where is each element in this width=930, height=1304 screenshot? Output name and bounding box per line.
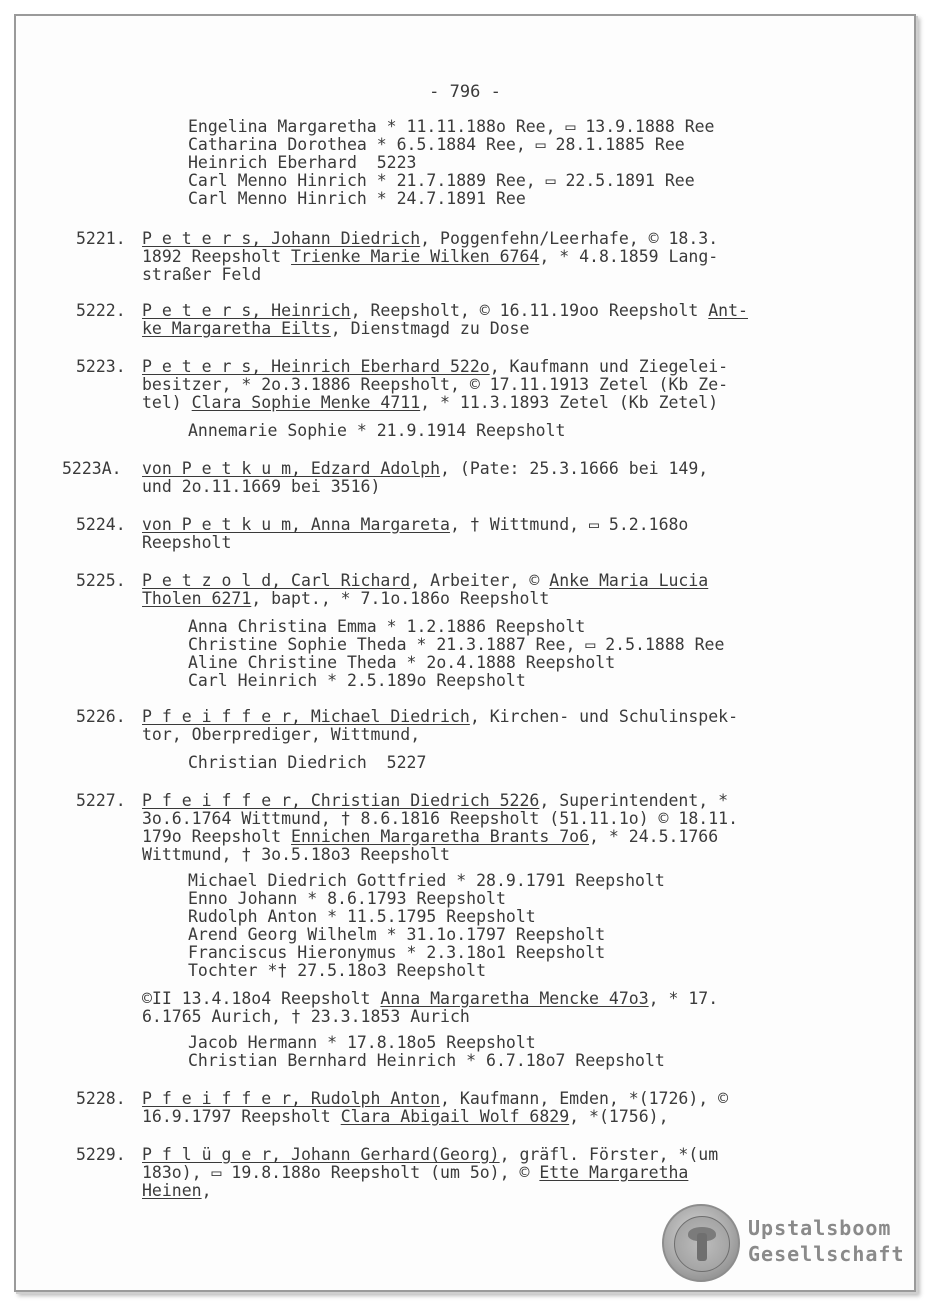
spouse-name: Anna Margaretha Mencke 47o3: [380, 989, 649, 1008]
entry-line: 179o Reepsholt Ennichen Margaretha Brants 7o6, * 24.5.1766: [142, 827, 719, 846]
list-item: Tochter *† 27.5.18o3 Reepsholt: [188, 961, 487, 980]
entry-line: straßer Feld: [142, 265, 262, 284]
entry-line: P f l ü g e r, Johann Gerhard(Georg), gräfl. Förster, *(um: [142, 1145, 719, 1164]
entry-line: P e t z o l d, Carl Richard, Arbeiter, © Anke Maria Lucia: [142, 571, 709, 590]
entry-line: besitzer, * 2o.3.1886 Reepsholt, © 17.11.1913 Zetel (Kb Ze-: [142, 375, 729, 394]
entry-line: P e t e r s, Johann Diedrich, Poggenfehn/Leerhafe, © 18.3.: [142, 229, 719, 248]
list-item: Carl Menno Hinrich * 24.7.1891 Ree: [188, 189, 526, 208]
list-item: Arend Georg Wilhelm * 31.1o.1797 Reepsholt: [188, 925, 606, 944]
brand-name-line1: Upstalsboom: [748, 1216, 892, 1240]
list-item: Catharina Dorothea * 6.5.1884 Ree, ▭ 28.1.1885 Ree: [188, 135, 685, 154]
entry-line: Wittmund, † 3o.5.18o3 Reepsholt: [142, 845, 450, 864]
entry-number: 5223.: [76, 357, 126, 376]
list-item: Aline Christine Theda * 2o.4.1888 Reepsholt: [188, 653, 616, 672]
entry-number: 5223A.: [62, 459, 122, 478]
entry-line: ke Margaretha Eilts, Dienstmagd zu Dose: [142, 319, 530, 338]
entry-line: P f e i f f e r, Michael Diedrich, Kirchen- und Schulinspek-: [142, 707, 739, 726]
list-item: Michael Diedrich Gottfried * 28.9.1791 Reepsholt: [188, 871, 665, 890]
list-item: Franciscus Hieronymus * 2.3.18o1 Reepsholt: [188, 943, 606, 962]
person-name: P f e i f f e r, Michael Diedrich: [142, 707, 470, 726]
entry-line: von P e t k u m, Anna Margareta, † Wittmund, ▭ 5.2.168o: [142, 515, 689, 534]
document-page: [14, 14, 916, 1292]
society-seal-logo: [662, 1204, 740, 1282]
list-item: Carl Menno Hinrich * 21.7.1889 Ree, ▭ 22.5.1891 Ree: [188, 171, 695, 190]
list-item: Carl Heinrich * 2.5.189o Reepsholt: [188, 671, 526, 690]
spouse-name: Heinen: [142, 1181, 202, 1200]
person-name: P e t e r s, Heinrich: [142, 301, 351, 320]
person-name: P e t e r s, Heinrich Eberhard 522o: [142, 357, 490, 376]
entry-line: 6.1765 Aurich, † 23.3.1853 Aurich: [142, 1007, 470, 1026]
page-number: - 796 -: [429, 82, 501, 102]
list-item: Rudolph Anton * 11.5.1795 Reepsholt: [188, 907, 536, 926]
entry-number: 5227.: [76, 791, 126, 810]
entry-line: 1892 Reepsholt Trienke Marie Wilken 6764, * 4.8.1859 Lang-: [142, 247, 719, 266]
entry-line: Reepsholt: [142, 533, 232, 552]
entry-line: ©II 13.4.18o4 Reepsholt Anna Margaretha Mencke 47o3, * 17.: [142, 989, 719, 1008]
person-name: P f l ü g e r, Johann Gerhard(Georg): [142, 1145, 500, 1164]
list-item: Heinrich Eberhard 5223: [188, 153, 417, 172]
spouse-name: Ette Margaretha: [539, 1163, 689, 1182]
list-item: Engelina Margaretha * 11.11.188o Ree, ▭ 13.9.1888 Ree: [188, 117, 715, 136]
entry-line: 16.9.1797 Reepsholt Clara Abigail Wolf 6829, *(1756),: [142, 1107, 669, 1126]
person-name: P e t z o l d, Carl Richard: [142, 571, 411, 590]
list-item: Enno Johann * 8.6.1793 Reepsholt: [188, 889, 506, 908]
entry-line: und 2o.11.1669 bei 3516): [142, 477, 381, 496]
entry-number: 5228.: [76, 1089, 126, 1108]
entry-number: 5221.: [76, 229, 126, 248]
seal-emblem-icon: [674, 1216, 730, 1272]
list-item: Annemarie Sophie * 21.9.1914 Reepsholt: [188, 421, 566, 440]
spouse-name: Tholen 6271: [142, 589, 252, 608]
spouse-name: Clara Sophie Menke 4711: [191, 393, 421, 412]
spouse-name: Anke Maria Lucia: [549, 571, 709, 590]
list-item: Christine Sophie Theda * 21.3.1887 Ree, ▭ 2.5.1888 Ree: [188, 635, 725, 654]
entry-number: 5229.: [76, 1145, 126, 1164]
spouse-name: Trienke Marie Wilken 6764: [291, 247, 540, 266]
list-item: Jacob Hermann * 17.8.18o5 Reepsholt: [188, 1033, 536, 1052]
entry-line: von P e t k u m, Edzard Adolph, (Pate: 25.3.1666 bei 149,: [142, 459, 709, 478]
entry-line: P f e i f f e r, Christian Diedrich 5226, Superintendent, *: [142, 791, 729, 810]
list-item: Christian Bernhard Heinrich * 6.7.18o7 Reepsholt: [188, 1051, 665, 1070]
person-name: P e t e r s, Johann Diedrich: [142, 229, 421, 248]
brand-name-line2: Gesellschaft: [748, 1242, 905, 1266]
person-name: von P e t k u m, Anna Margareta: [142, 515, 450, 534]
spouse-name: Ennichen Margaretha Brants 7o6: [291, 827, 590, 846]
spouse-name: ke Margaretha Eilts: [142, 319, 331, 338]
entry-line: P e t e r s, Heinrich, Reepsholt, © 16.11.19oo Reepsholt Ant-: [142, 301, 748, 320]
entry-number: 5222.: [76, 301, 126, 320]
entry-line: P f e i f f e r, Rudolph Anton, Kaufmann, Emden, *(1726), ©: [142, 1089, 729, 1108]
list-item: Christian Diedrich 5227: [188, 753, 427, 772]
entry-line: tel) Clara Sophie Menke 4711, * 11.3.1893 Zetel (Kb Zetel): [142, 393, 719, 412]
entry-number: 5226.: [76, 707, 126, 726]
person-name: P f e i f f e r, Rudolph Anton: [142, 1089, 441, 1108]
entry-line: Heinen,: [142, 1181, 212, 1200]
spouse-name: Clara Abigail Wolf 6829: [340, 1107, 570, 1126]
person-name: P f e i f f e r, Christian Diedrich 5226: [142, 791, 540, 810]
list-item: Anna Christina Emma * 1.2.1886 Reepsholt: [188, 617, 586, 636]
entry-line: tor, Oberprediger, Wittmund,: [142, 725, 421, 744]
entry-number: 5224.: [76, 515, 126, 534]
entry-line: P e t e r s, Heinrich Eberhard 522o, Kaufmann und Ziegelei-: [142, 357, 729, 376]
entry-line: 183o), ▭ 19.8.188o Reepsholt (um 5o), © Ette Margaretha: [142, 1163, 689, 1182]
entry-line: 3o.6.1764 Wittmund, † 8.6.1816 Reepsholt (51.11.1o) © 18.11.: [142, 809, 739, 828]
person-name: von P e t k u m, Edzard Adolph: [142, 459, 441, 478]
entry-line: Tholen 6271, bapt., * 7.1o.186o Reepsholt: [142, 589, 550, 608]
entry-number: 5225.: [76, 571, 126, 590]
spouse-name: Ant-: [708, 301, 748, 320]
